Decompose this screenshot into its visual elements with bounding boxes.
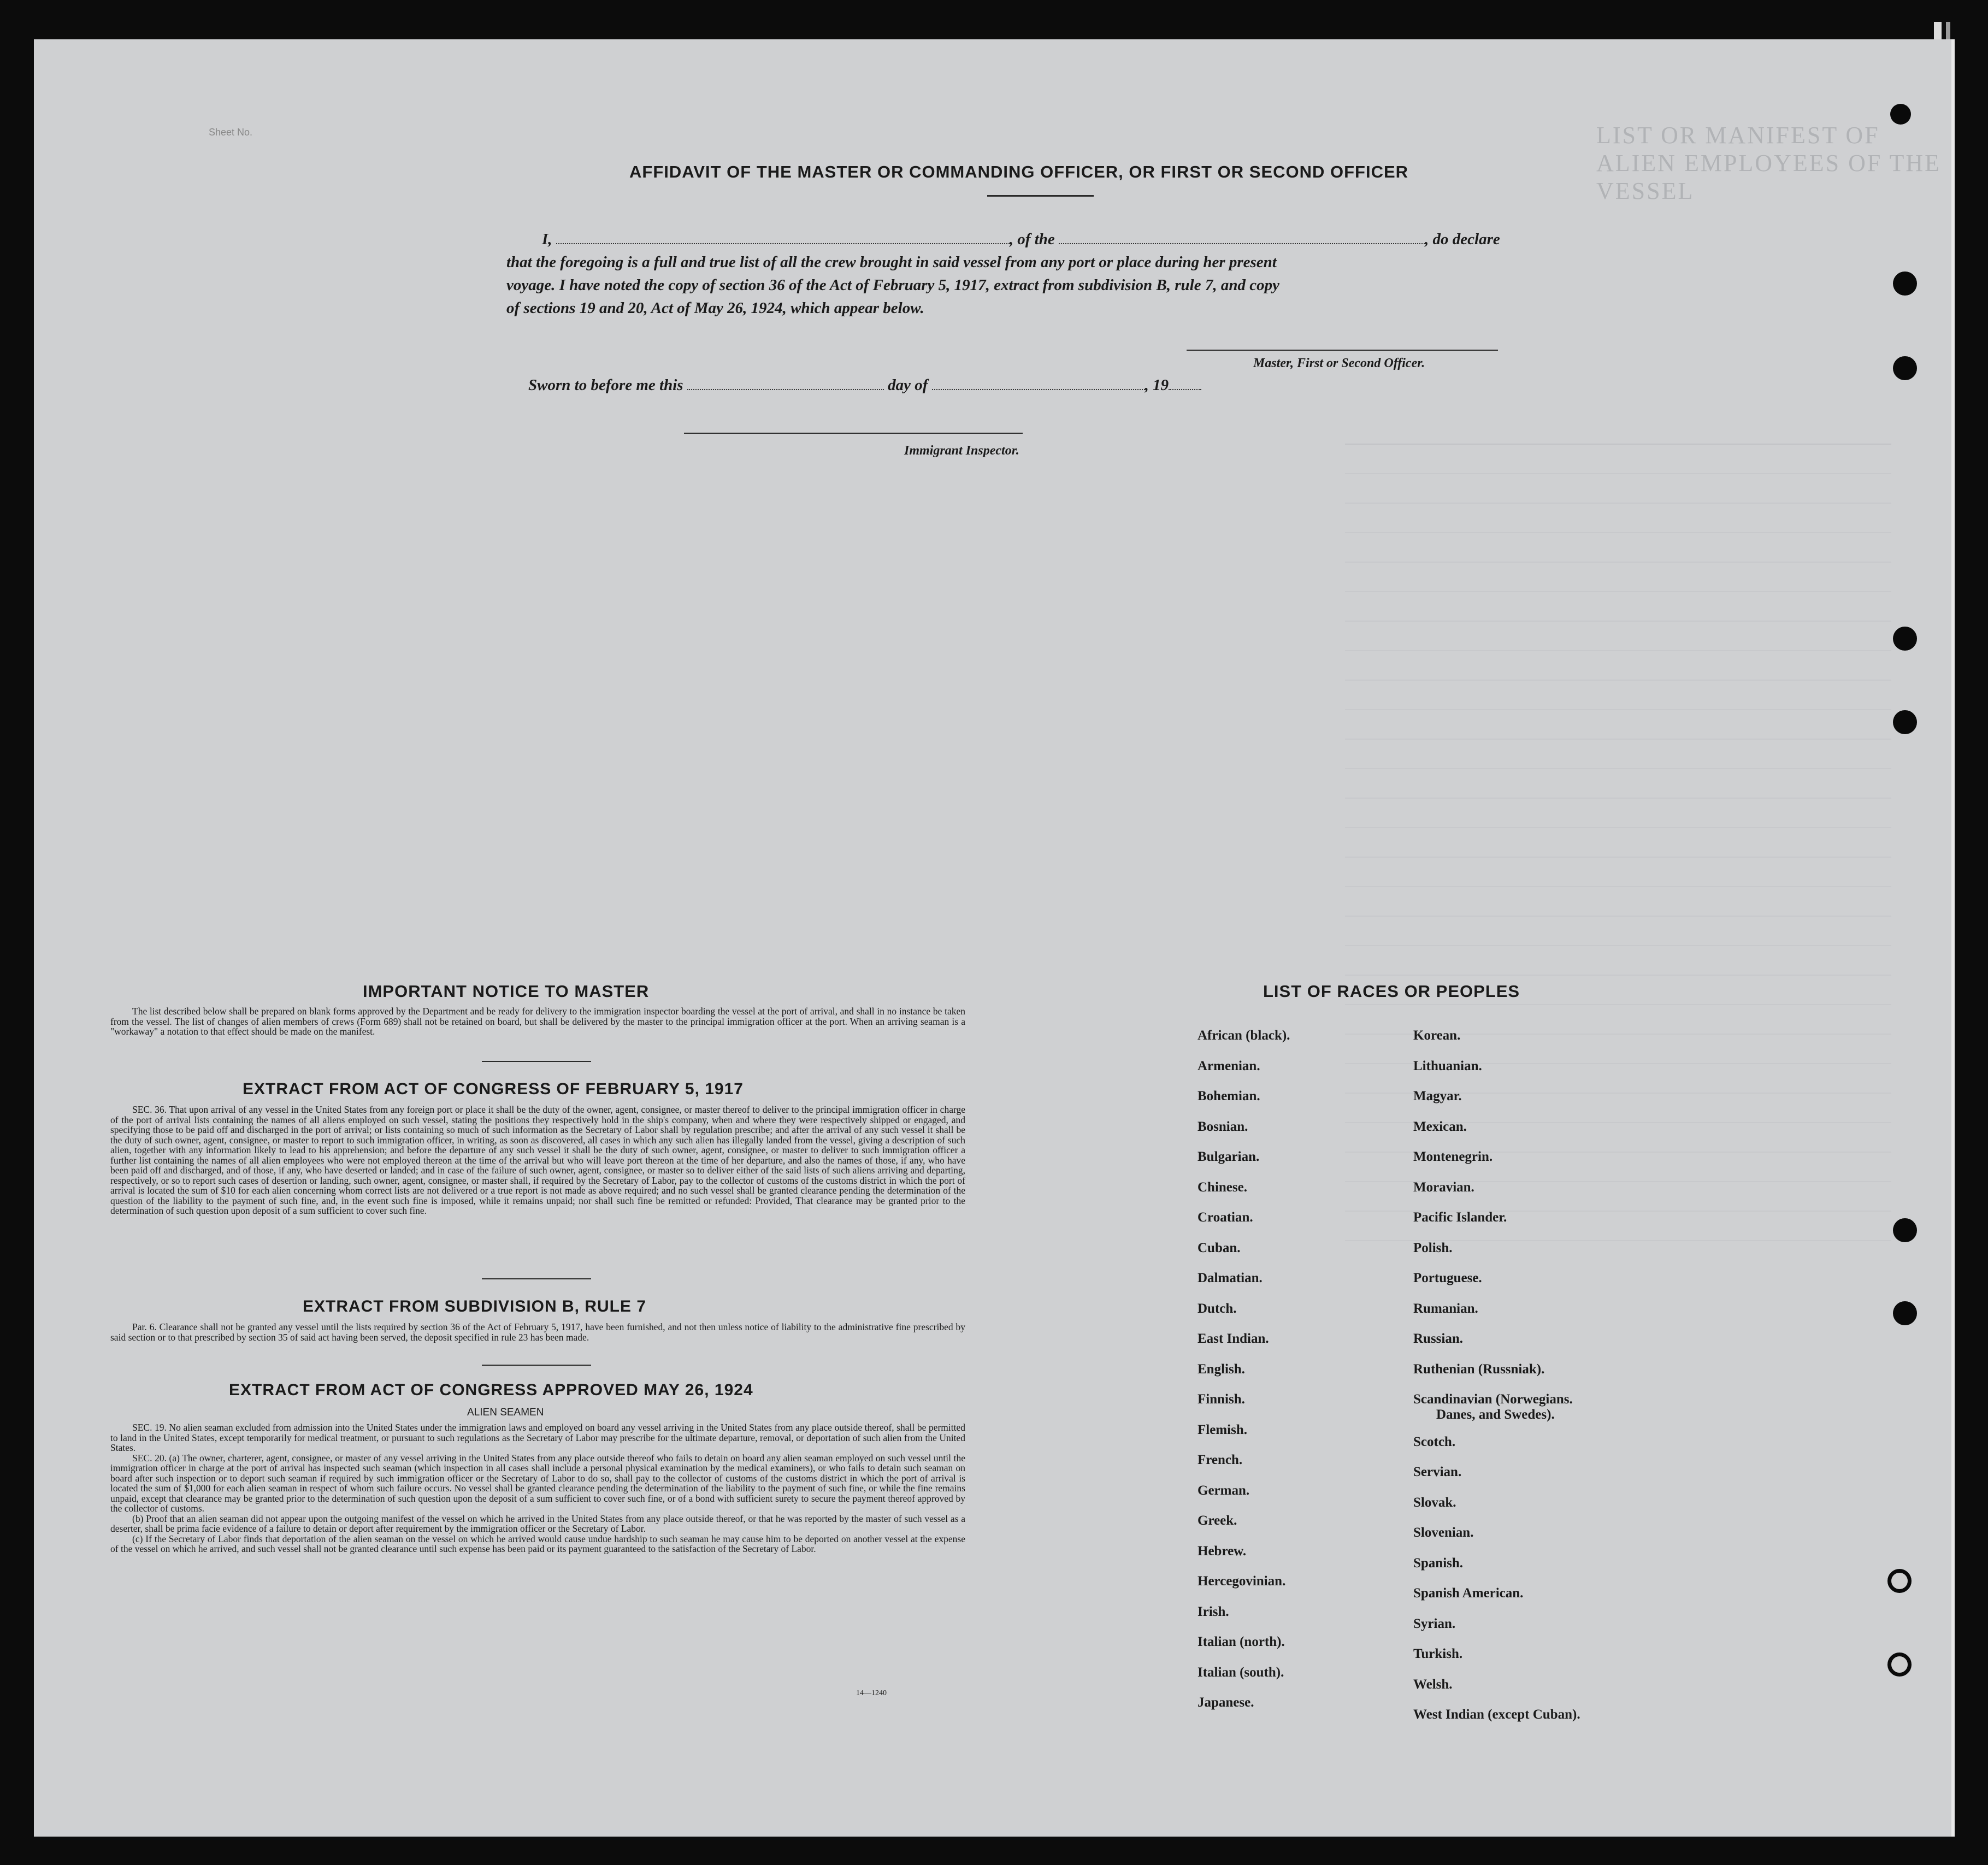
- section-rule-2: [482, 1278, 591, 1279]
- extract-rule7-title: EXTRACT FROM SUBDIVISION B, RULE 7: [303, 1297, 647, 1315]
- binder-hole: [1893, 272, 1917, 296]
- extract-1917-text: SEC. 36. That upon arrival of any vessel in the United States from any foreign port or place it shall be the duty of the owner, agent, consignee, or master thereof to deliver to the principal immigration officer in charge of the port of arrival lists containing the names of all aliens employed on such vessel, stating the positions they respectively hold in the ship's company, when and where they were respectively shipped or engaged, and specifying those to be paid off and discharged in the port of arrival; or lists containing so much of such information as the Secretary of Labor shall by regulation prescribe; and after the arrival of any such vessel it shall be the duty of such owner, agent, consignee, or master to report to such immigration officer, in writing, as soon as discovered, all cases in which any such alien has illegally landed from the vessel, giving a description of such alien, together with any information likely to lead to his apprehension; and before the departure of any such vessel it shall be the duty of such owner, agent, consignee, or master to deliver to such immigration officer a further list containing the names of all alien employees who were not employed thereon at the time of the arrival but who will leave port thereon at the time of her departure, and also the names of those, if any, who have been paid off and discharged, and of those, if any, who have deserted or landed; and in case of the failure of such owner, agent, consignee, or master so to deliver either of the said lists of such aliens arriving and departing, respectively, or so to report such cases of desertion or landing, such owner, agent, consignee, or master shall, if required by the Secretary of Labor, pay to the collector of customs of the customs district in which the port of arrival is located the sum of $10 for each alien concerning whom correct lists are not delivered or a true report is not made as above required; and no such vessel shall be granted clearance pending the determination of the question of the liability to the payment of such fine, and, in the event such fine is imposed, while it remains unpaid; nor shall such fine be remitted or refunded: Provided, That clearance may be granted prior to the determination of such question upon deposit of a sum sufficient to cover such fine.: [110, 1104, 965, 1216]
- race-item: Bohemian.: [1197, 1089, 1260, 1103]
- alien-seamen-subtitle: ALIEN SEAMEN: [467, 1407, 544, 1418]
- name-blank[interactable]: [556, 231, 1010, 244]
- vessel-blank[interactable]: [1059, 231, 1425, 244]
- affidavit-line-4: of sections 19 and 20, Act of May 26, 1924, which appear below.: [506, 299, 924, 317]
- race-item: Russian.: [1413, 1331, 1464, 1346]
- race-item: Moravian.: [1413, 1179, 1474, 1195]
- extract-1917-title: EXTRACT FROM ACT OF CONGRESS OF FEBRUARY 5, 1917: [243, 1080, 744, 1098]
- sworn-date-blank[interactable]: [687, 377, 884, 390]
- sworn-year-blank[interactable]: [1169, 377, 1201, 390]
- binder-hole: [1893, 627, 1917, 651]
- race-item: African (black).: [1197, 1028, 1290, 1043]
- affidavit-i: I,: [542, 231, 552, 248]
- race-item: Syrian.: [1413, 1616, 1456, 1631]
- sworn-month-blank[interactable]: [932, 377, 1145, 390]
- sworn-line: [528, 374, 1594, 397]
- affidavit-declare: , do declare: [1425, 231, 1500, 248]
- sworn-day: day of: [888, 376, 928, 394]
- binder-hole: [1893, 1218, 1917, 1242]
- race-item: Korean.: [1413, 1028, 1461, 1043]
- affidavit-line-1: [506, 228, 1572, 251]
- race-item: West Indian (except Cuban).: [1413, 1707, 1580, 1722]
- race-item: Slovak.: [1413, 1495, 1456, 1510]
- affidavit-of-the: , of the: [1009, 231, 1055, 248]
- race-item: Danes, and Swedes).: [1436, 1407, 1555, 1422]
- race-item: Pacific Islander.: [1413, 1210, 1507, 1225]
- race-item: Turkish.: [1413, 1646, 1463, 1661]
- binder-hole: [1893, 1301, 1917, 1325]
- bleed-through-text: LIST OR MANIFEST OF ALIEN EMPLOYEES OF THE VESSEL: [1596, 122, 1942, 204]
- race-item: Flemish.: [1197, 1422, 1247, 1437]
- binder-hole: [1893, 710, 1917, 734]
- notice-text: The list described below shall be prepared on blank forms approved by the Department and be ready for delivery to the immigration inspector boarding the vessel at the port of arrival, and shall in no instance be taken from the vessel. The list of changes of alien members of crews (Form 689) shall not be retained on board, but shall be delivered by the master to the principal immigration officer at the port. When an arriving seaman is a "workaway" a notation to that effect should be made on the manifest.: [110, 1006, 965, 1037]
- race-item: Rumanian.: [1413, 1301, 1478, 1316]
- document-sheet: [34, 39, 1955, 1837]
- race-item: English.: [1197, 1361, 1245, 1377]
- binder-hole: [1893, 356, 1917, 380]
- master-signature-line[interactable]: [1187, 350, 1498, 351]
- section-rule-3: [482, 1365, 591, 1366]
- binder-hole: [1887, 1652, 1912, 1677]
- race-item: Dalmatian.: [1197, 1271, 1263, 1285]
- race-item: Slovenian.: [1413, 1525, 1474, 1540]
- title-rule: [987, 195, 1094, 197]
- affidavit-line-2: that the foregoing is a full and true list of all the crew brought in said vessel from any port or place during her present: [506, 253, 1277, 271]
- form-number: 14—1240: [856, 1689, 887, 1697]
- race-item: Cuban.: [1197, 1240, 1241, 1255]
- race-item: Italian (north).: [1197, 1634, 1285, 1649]
- races-right-column: [1413, 1028, 1580, 1738]
- race-item: Armenian.: [1197, 1058, 1260, 1073]
- race-item: Scandinavian (Norwegians.: [1413, 1392, 1573, 1407]
- master-signature-label: Master, First or Second Officer.: [1253, 356, 1425, 370]
- affidavit-title: AFFIDAVIT OF THE MASTER OR COMMANDING OFFICER, OR FIRST OR SECOND OFFICER: [629, 162, 1409, 181]
- inspector-signature-label: Immigrant Inspector.: [904, 444, 1019, 458]
- race-item: Magyar.: [1413, 1089, 1462, 1103]
- extract-1924-text: SEC. 19. No alien seaman excluded from admission into the United States under the immigration laws and employed on board any vessel arriving in the United States from any place outside thereof, shall be permitted to land in the United States, except temporarily for medical treatment, or pursuant to such regulations as the Secretary of Labor may prescribe for the ultimate departure, removal, or deportation of such alien from the United States. SEC. 20. (a) The owner, charterer, agent, consignee, or master of any vessel arriving in the United States from any place outside thereof who fails to detain on board any alien seaman employed on such vessel until the immigration officer in charge at the port of arrival has inspected such seaman (which inspection in all cases shall include a personal physical examination by the medical examiners), or who fails to detain such seaman on board after such inspection or to deport such seaman if required by such immigration officer or the Secretary of Labor to do so, shall pay to the collector of customs of the customs district in which the port of arrival is located the sum of $1,000 for each alien seaman in respect of whom such failure occurs. No vessel shall be granted clearance pending the determination of the liability to the payment of such fine, or while the fine remains unpaid, except that clearance may be granted prior to the determination of such question upon the deposit of a sum sufficient to cover such fine, or of a bond with sufficient surety to secure the payment thereof approved by the collector of customs. (b) Proof that an alien seaman did not appear upon the outgoing manifest of the vessel on which he arrived in the United States from any place outside thereof, or that he was reported by the master of such vessel as a deserter, shall be prima facie evidence of a failure to detain or deport after requirement by the immigration officer or the Secretary of Labor. (c) If the Secretary of Labor finds that deportation of the alien seaman on the vessel on which he arrived would cause undue hardship to such seaman he may cause him to be deported on another vessel at the expense of the vessel on which he arrived, and such vessel shall not be granted clearance until such expense has been paid or its payment guaranteed to the satisfaction of the Secretary of Labor.: [110, 1422, 965, 1554]
- race-item: Mexican.: [1413, 1119, 1467, 1134]
- race-item: Bosnian.: [1197, 1119, 1248, 1134]
- race-item: Spanish American.: [1413, 1586, 1524, 1601]
- race-item: Finnish.: [1197, 1392, 1245, 1407]
- race-item: Hebrew.: [1197, 1543, 1247, 1559]
- section-rule-1: [482, 1061, 591, 1062]
- race-item: French.: [1197, 1453, 1243, 1467]
- race-item: Lithuanian.: [1413, 1058, 1482, 1073]
- race-item: Bulgarian.: [1197, 1149, 1260, 1164]
- sheet-number-mark: Sheet No.: [209, 127, 253, 138]
- race-item: Polish.: [1413, 1240, 1453, 1255]
- race-item: German.: [1197, 1483, 1250, 1498]
- inspector-signature-line[interactable]: [684, 433, 1023, 434]
- race-item: Servian.: [1413, 1465, 1462, 1479]
- race-item: Montenegrin.: [1413, 1149, 1493, 1164]
- notice-title: IMPORTANT NOTICE TO MASTER: [363, 982, 650, 1001]
- race-item: Spanish.: [1413, 1555, 1464, 1571]
- race-item: East Indian.: [1197, 1331, 1269, 1346]
- race-item: Chinese.: [1197, 1179, 1247, 1195]
- race-item: Dutch.: [1197, 1301, 1237, 1316]
- races-left-column: [1197, 1028, 1290, 1726]
- race-item: Croatian.: [1197, 1210, 1253, 1225]
- race-item: Hercegovinian.: [1197, 1574, 1286, 1589]
- race-item: Japanese.: [1197, 1695, 1254, 1710]
- race-item: Welsh.: [1413, 1677, 1453, 1692]
- race-item: Greek.: [1197, 1513, 1237, 1528]
- extract-1924-title: EXTRACT FROM ACT OF CONGRESS APPROVED MAY 26, 1924: [229, 1381, 753, 1399]
- binder-hole: [1890, 104, 1911, 125]
- race-item: Italian (south).: [1197, 1665, 1284, 1680]
- race-item: Scotch.: [1413, 1434, 1456, 1449]
- affidavit-line-3: voyage. I have noted the copy of section 36 of the Act of February 5, 1917, extract from subdivision B, rule 7, and copy: [506, 276, 1279, 294]
- race-item: Ruthenian (Russniak).: [1413, 1361, 1545, 1377]
- sworn-year: , 19: [1145, 376, 1169, 394]
- race-item: Portuguese.: [1413, 1271, 1482, 1285]
- extract-rule7-text: Par. 6. Clearance shall not be granted any vessel until the lists required by section 36 of the Act of February 5, 1917, have been furnished, and not then unless notice of liability to the administrative fine prescribed by said section or to that prescribed by section 35 of said act having been served, the deposit specified in rule 23 has been made.: [110, 1321, 965, 1343]
- race-item: Irish.: [1197, 1604, 1229, 1619]
- binder-hole: [1887, 1569, 1912, 1593]
- sworn-prefix: Sworn to before me this: [528, 376, 683, 394]
- races-title: LIST OF RACES OR PEOPLES: [1263, 982, 1520, 1001]
